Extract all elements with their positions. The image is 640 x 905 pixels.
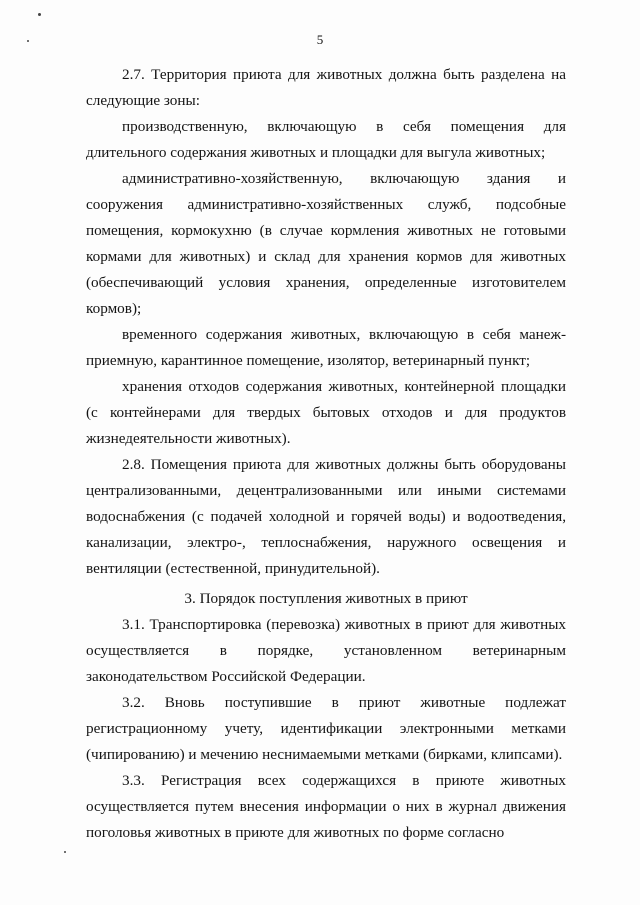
scan-speck	[64, 851, 66, 853]
paragraph-3-1: 3.1. Транспортировка (перевозка) животных в приют для животных осуществляется в порядке, установленном ветеринарным законодательством Российской Федерации.	[86, 616, 566, 685]
paragraph-zone-production: производственную, включающую в себя помещения для длительного содержания животных и площадки для выгула животных;	[86, 118, 566, 161]
paragraph-zone-temporary: временного содержания животных, включающую в себя манеж-приемную, карантинное помещение, изолятор, ветеринарный пункт;	[86, 326, 566, 369]
paragraph-zone-waste: хранения отходов содержания животных, контейнерной площадки (с контейнерами для твердых бытовых отходов и для продуктов жизнедеятельности животных).	[86, 378, 566, 447]
paragraph-3-3: 3.3. Регистрация всех содержащихся в приюте животных осуществляется путем внесения информации о них в журнал движения поголовья животных в приюте для животных по форме согласно	[86, 772, 566, 841]
paragraph-2-8: 2.8. Помещения приюта для животных должны быть оборудованы централизованными, децентрализованными или иными системами водоснабжения (с подачей холодной и горячей воды) и водоотведения, канализации, электро-, теплоснабжения, наружного освещения и вентиляции (естественной, принудительной).	[86, 456, 566, 577]
page-number: 5	[316, 32, 324, 47]
paragraph-2-7-intro: 2.7. Территория приюта для животных должна быть разделена на следующие зоны:	[86, 66, 566, 109]
paragraph-zone-administrative: административно-хозяйственную, включающую здания и сооружения административно-хозяйственных служб, подсобные помещения, кормокухню (в случае кормления животных не готовыми кормами для животных) и склад для хранения кормов для животных (обеспечивающий условия хранения, определенные изготовителем кормов);	[86, 170, 566, 317]
section-heading-3: 3. Порядок поступления животных в приют	[184, 590, 468, 607]
paragraph-3-2: 3.2. Вновь поступившие в приют животные подлежат регистрационному учету, идентификации электронными метками (чипированию) и мечению неснимаемыми метками (бирками, клипсами).	[86, 694, 566, 763]
scan-speck	[38, 13, 41, 16]
